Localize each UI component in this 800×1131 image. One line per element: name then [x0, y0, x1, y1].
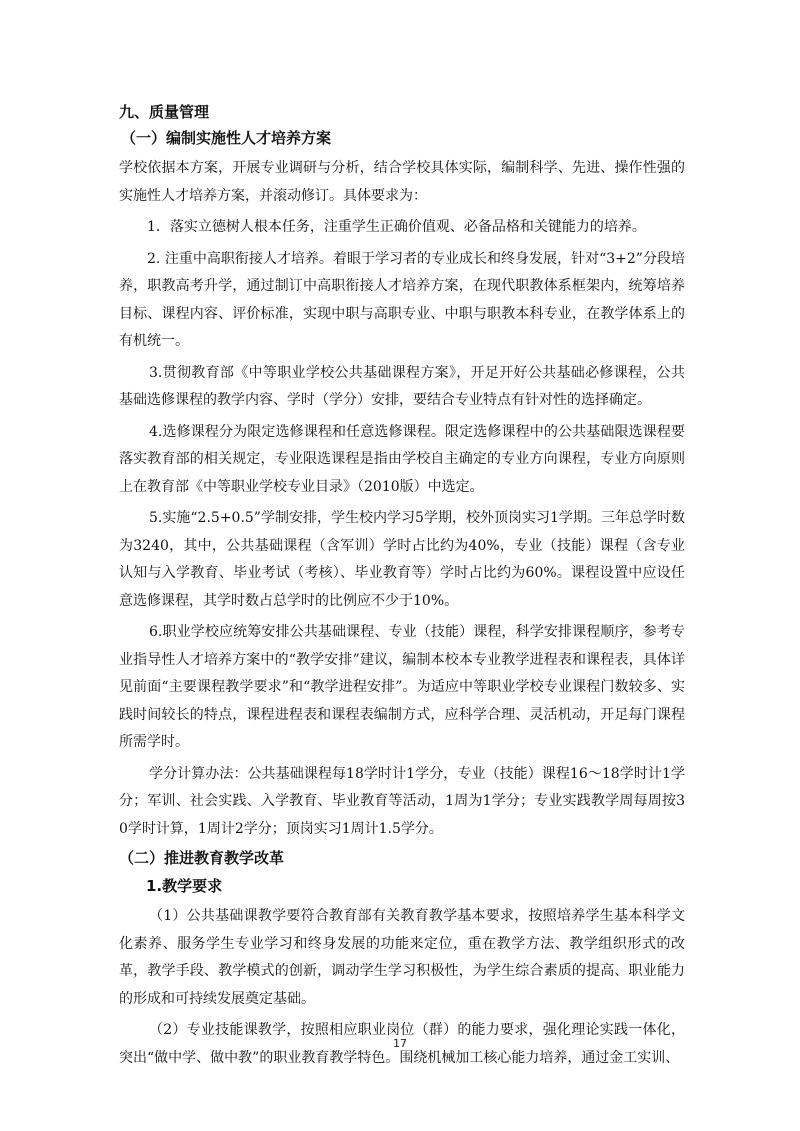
subsection-2-1-title: 1.教学要求 [146, 877, 223, 895]
list-item-6: 6.职业学校应统筹安排公共基础课程、专业（技能）课程，科学安排课程顺序，参考专业指导性人才培养方案中的“教学安排”建议，编制本校本专业教学进程表和课程表，具体详见前面“主要课程教学要求”和“教学进程安排”。为适应中等职业学校专业课程门数较多、实践时间较长的特点，课程进程表和课程表编制方式，应科学合理、灵活机动，开足每门课程所需学时。 [119, 624, 685, 750]
list-item-5: 5.实施“2.5+0.5”学制安排，学生校内学习5学期，校外顶岗实习1学期。三年总学时数为3240，其中，公共基础课程（含军训）学时占比约为40%，专业（技能）课程（含专业认知与入学教育、毕业考试（考核）、毕业教育等）学时占比约为60%。课程设置中应设任意选修课程，其学时数占总学时的比例应不少于10%。 [119, 510, 685, 609]
list-item-3: 3.贯彻教育部《中等职业学校公共基础课程方案》，开足开好公共基础必修课程，公共基础选修课程的教学内容、学时（学分）安排，要结合专业特点有针对性的选择确定。 [119, 364, 685, 408]
document-body [119, 101, 685, 1076]
section-title: 九、质量管理 [119, 103, 210, 121]
paragraph-intro: 学校依据本方案，开展专业调研与分析，结合学校具体实际，编制科学、先进、操作性强的实施性人才培养方案，并滚动修订。具体要求为： [119, 160, 685, 204]
page-number: 17 [393, 1037, 407, 1050]
list-item-2: 2. 注重中高职衔接人才培养。着眼于学习者的专业成长和终身发展，针对“3+2”分段培养，职教高考升学，通过制订中高职衔接人才培养方案，在现代职教体系框架内，统筹培养目标、课程内容、评价标准，实现中职与高职专业、中职与职教本科专业，在教学体系上的有机统一。 [119, 250, 685, 349]
list-item-1: 1．落实立德树人根本任务，注重学生正确价值观、必备品格和关键能力的培养。 [147, 219, 646, 235]
subsection-title-2: （二）推进教育教学改革 [119, 849, 285, 867]
list-item-4: 4.选修课程分为限定选修课程和任意选修课程。限定选修课程中的公共基础限选课程要落实教育部的相关规定，专业限选课程是指由学校自主确定的专业方向课程，专业方向原则上在教育部《中等职业学校专业目录》（2010版）中选定。 [119, 423, 685, 495]
paragraph-credit: 学分计算办法：公共基础课程每18学时计1学分，专业（技能）课程16～18学时计1学分；军训、社会实践、入学教育、毕业教育等活动，1周为1学分；专业实践教学周每周按30学时计算，1周计2学分；顶岗实习1周计1.5学分。 [119, 765, 685, 837]
subsection-title-1: （一）编制实施性人才培养方案 [121, 129, 332, 147]
paragraph-req-1: （1）公共基础课教学要符合教育部有关教育教学基本要求，按照培养学生基本科学文化素养、服务学生专业学习和终身发展的功能来定位，重在教学方法、教学组织形式的改革，教学手段、教学模式的创新，调动学生学习积极性，为学生综合素质的提高、职业能力的形成和可持续发展奠定基础。 [119, 908, 685, 1007]
paragraph-req-2: （2）专业技能课教学，按照相应职业岗位（群）的能力要求，强化理论实践一体化，突出“做中学、做中教”的职业教育教学特色。围绕机械加工核心能力培养，通过金工实训、 [119, 1022, 685, 1066]
